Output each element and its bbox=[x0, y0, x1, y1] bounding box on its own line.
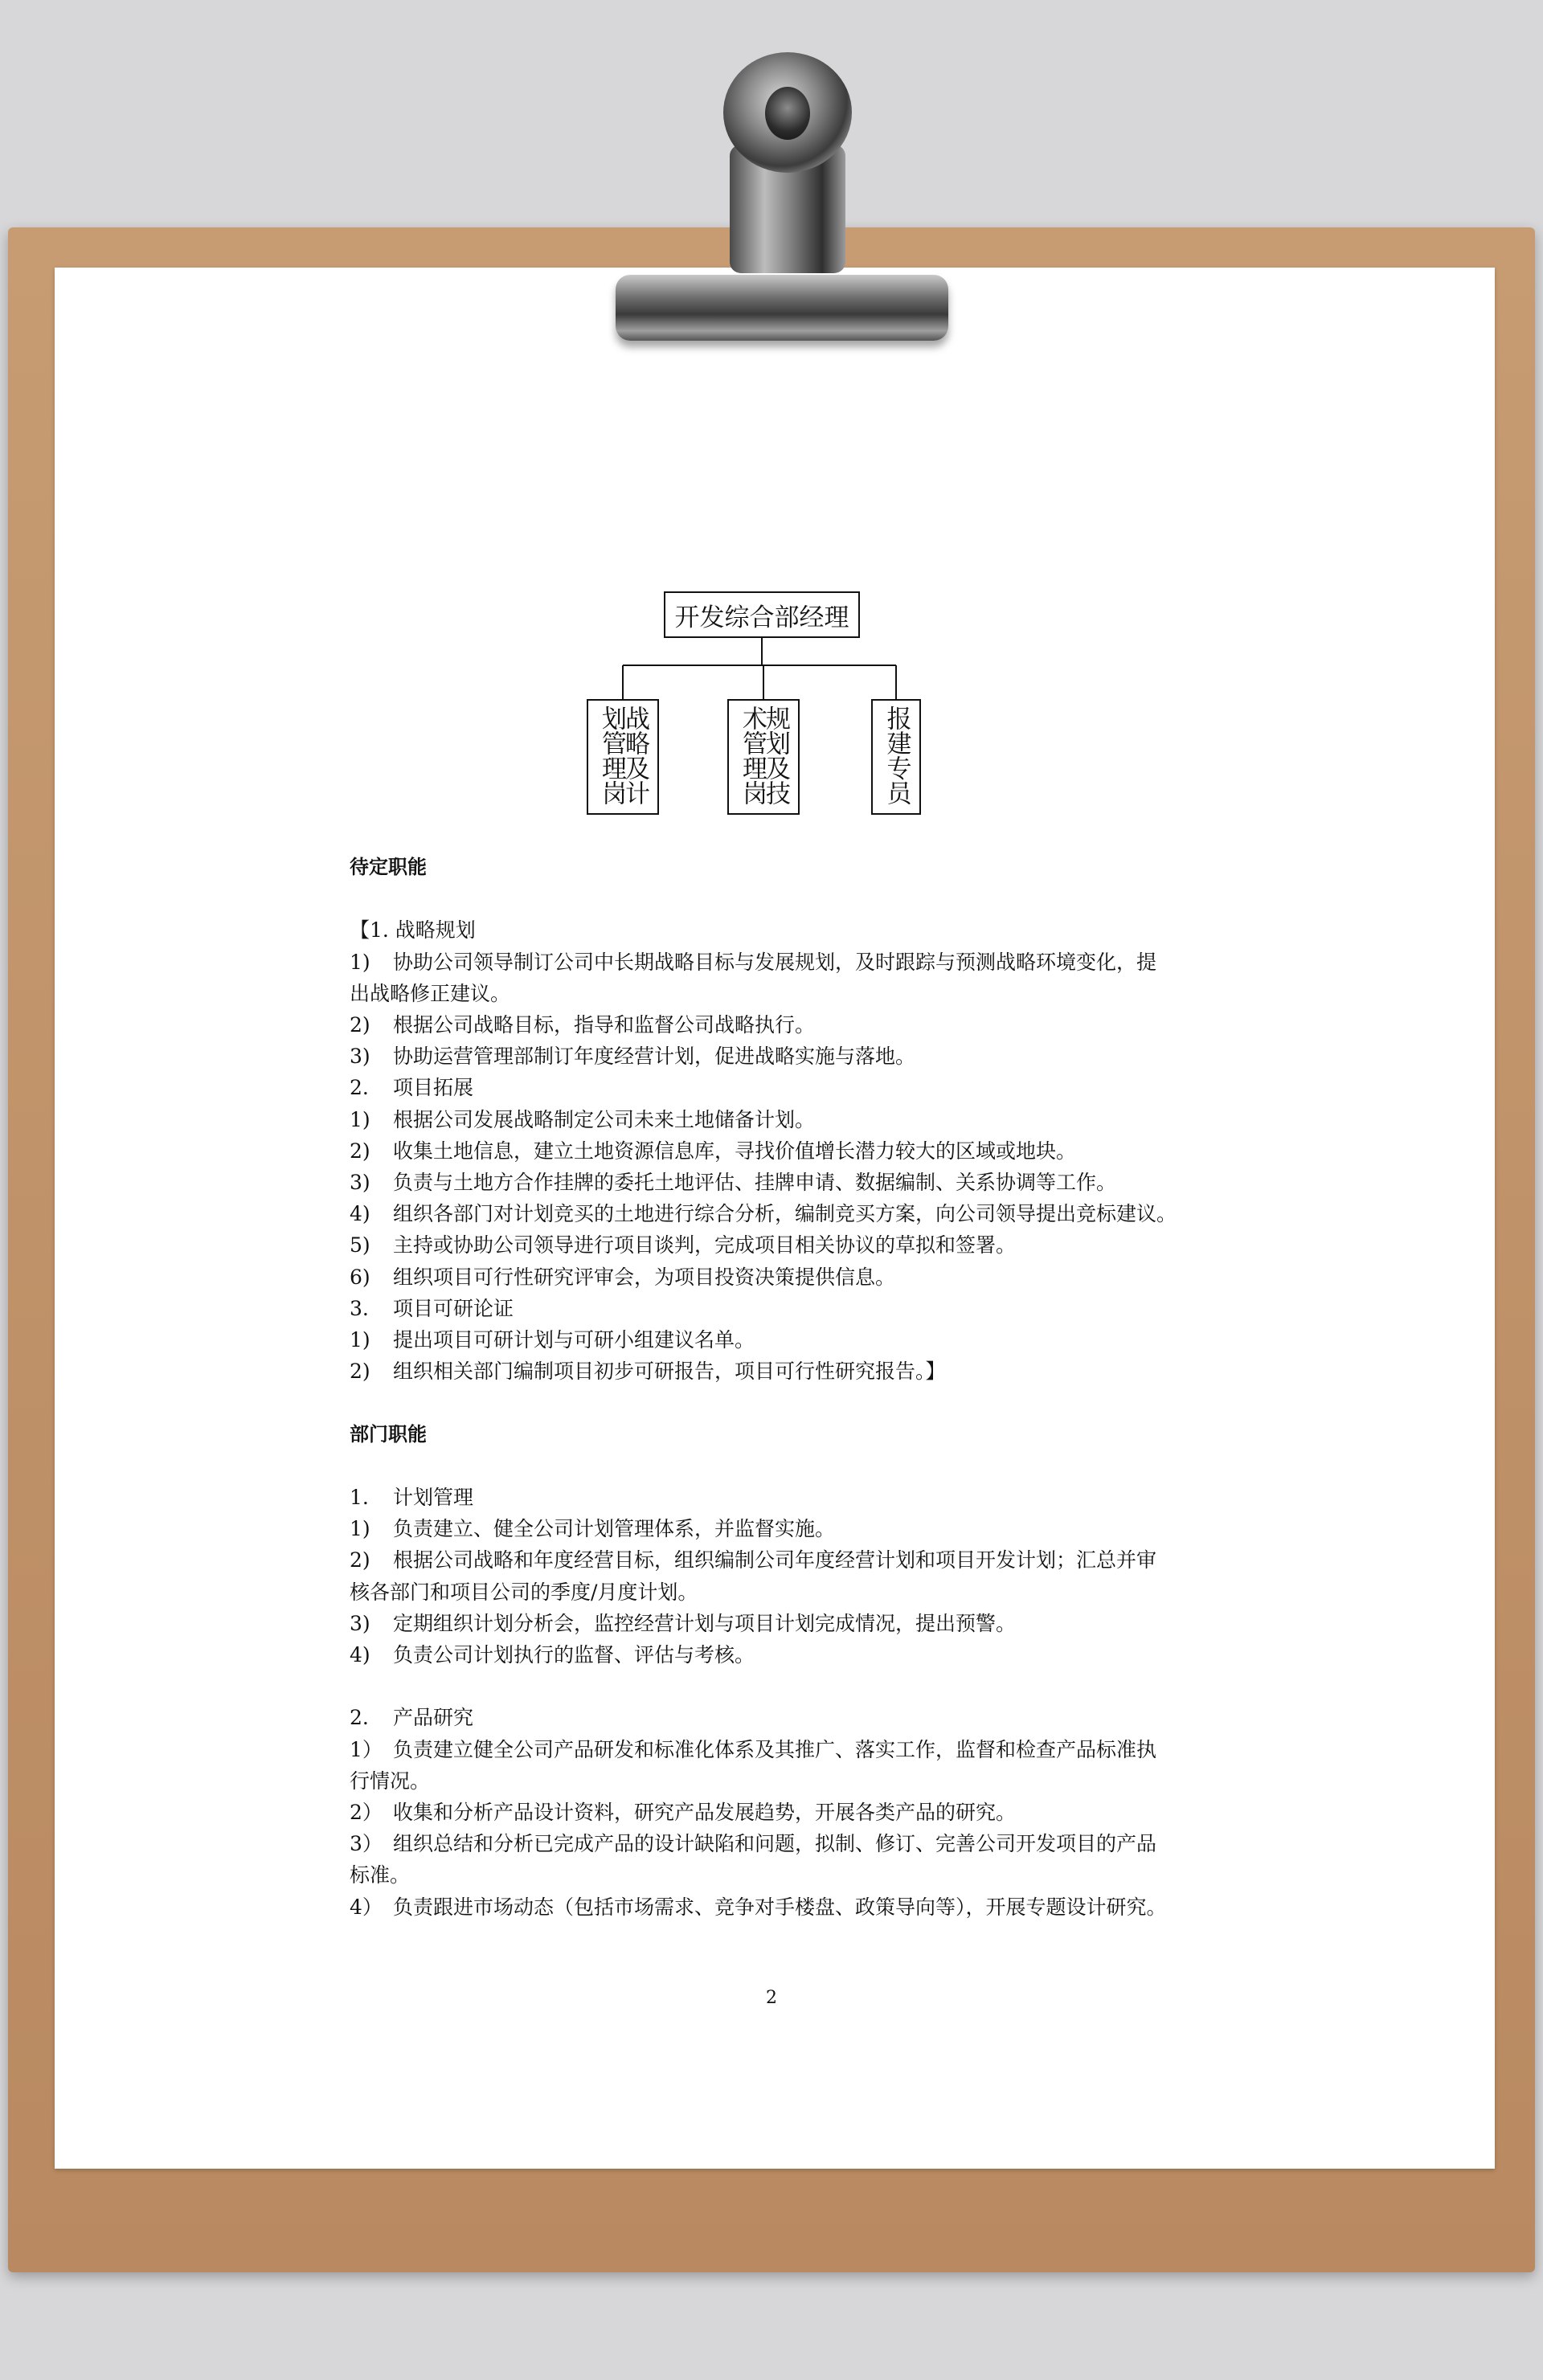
list-item bbox=[350, 914, 1201, 946]
list-item bbox=[350, 978, 1201, 1009]
item-text: 核各部门和项目公司的季度/月度计划。 bbox=[350, 1580, 698, 1604]
list-item bbox=[350, 1356, 1201, 1387]
org-child-label: 规划及技术管理岗 bbox=[738, 705, 790, 805]
item-text: 负责与土地方合作挂牌的委托土地评估、挂牌申请、数据编制、关系协调等工作。 bbox=[393, 1171, 1117, 1195]
item-number: 1) bbox=[350, 950, 370, 974]
org-chart bbox=[563, 579, 980, 820]
item-number: 3) bbox=[350, 1611, 370, 1635]
item-text: 负责跟进市场动态（包括市场需求、竞争对手楼盘、政策导向等），开展专题设计研究。 bbox=[393, 1895, 1167, 1919]
list-item bbox=[350, 1639, 1201, 1670]
list-item bbox=[350, 1009, 1201, 1041]
item-number: 1) bbox=[350, 1517, 370, 1541]
item-text: 根据公司战略和年度经营目标，组织编制公司年度经营计划和项目开发计划；汇总并审 bbox=[393, 1548, 1157, 1572]
list-item bbox=[350, 1828, 1201, 1859]
item-text: 组织总结和分析已完成产品的设计缺陷和问题，拟制、修订、完善公司开发项目的产品 bbox=[393, 1832, 1157, 1856]
section-heading-pending: 待定职能 bbox=[350, 856, 427, 878]
item-number: 2) bbox=[350, 1360, 370, 1384]
item-number: 3) bbox=[350, 1045, 370, 1069]
item-text: 负责公司计划执行的监督、评估与考核。 bbox=[393, 1643, 755, 1667]
list-item bbox=[350, 1262, 1201, 1293]
org-root-box bbox=[664, 591, 860, 638]
list-item bbox=[350, 1104, 1201, 1135]
binder-clip-icon bbox=[579, 48, 948, 354]
item-number: 4） bbox=[350, 1895, 383, 1919]
list-item bbox=[350, 1229, 1201, 1261]
item-text: 组织相关部门编制项目初步可研报告，项目可行性研究报告。】 bbox=[393, 1360, 946, 1384]
item-text: 负责建立健全公司产品研发和标准化体系及其推广、落实工作，监督和检查产品标准执 bbox=[393, 1737, 1157, 1761]
item-text: 提出项目可研计划与可研小组建议名单。 bbox=[393, 1328, 755, 1352]
item-text: 主持或协助公司领导进行项目谈判，完成项目相关协议的草拟和签署。 bbox=[393, 1233, 1017, 1257]
item-text: 定期组织计划分析会，监控经营计划与项目计划完成情况，提出预警。 bbox=[393, 1611, 1017, 1635]
item-text: 行情况。 bbox=[350, 1769, 431, 1793]
item-number: 2. bbox=[350, 1076, 369, 1100]
list-item bbox=[350, 1041, 1201, 1072]
list-item bbox=[350, 1702, 1201, 1733]
list-item bbox=[350, 1576, 1201, 1608]
item-text: 根据公司战略目标，指导和监督公司战略执行。 bbox=[393, 1013, 816, 1037]
org-root-label: 开发综合部经理 bbox=[674, 603, 849, 632]
list-item bbox=[350, 1891, 1201, 1923]
item-number: 4) bbox=[350, 1643, 370, 1667]
item-number: 2) bbox=[350, 1548, 370, 1572]
item-text: 项目可研论证 bbox=[393, 1296, 514, 1320]
section-heading-department: 部门职能 bbox=[350, 1422, 427, 1446]
item-number: 4) bbox=[350, 1202, 370, 1226]
list-item bbox=[350, 1797, 1201, 1828]
document-body bbox=[350, 852, 1201, 1923]
item-text: 出战略修正建议。 bbox=[350, 981, 511, 1005]
list-item bbox=[350, 1765, 1201, 1797]
list-item bbox=[350, 947, 1201, 978]
item-number: 6) bbox=[350, 1265, 370, 1289]
item-number: 3. bbox=[350, 1296, 369, 1320]
item-text: 组织各部门对计划竞买的土地进行综合分析，编制竞买方案，向公司领导提出竞标建议。 bbox=[393, 1202, 1177, 1226]
list-item bbox=[350, 1293, 1201, 1324]
list-item bbox=[350, 1324, 1201, 1356]
item-number: 3） bbox=[350, 1832, 383, 1856]
item-number: 2) bbox=[350, 1013, 370, 1037]
item-number: 1) bbox=[350, 1107, 370, 1131]
org-child-label: 战略及计划管理岗 bbox=[597, 705, 649, 805]
item-text: 计划管理 bbox=[393, 1486, 474, 1510]
item-text: 收集土地信息，建立土地资源信息库，寻找价值增长潜力较大的区域或地块。 bbox=[393, 1139, 1077, 1163]
item-text: 负责建立、健全公司计划管理体系，并监督实施。 bbox=[393, 1517, 836, 1541]
item-number: 2. bbox=[350, 1706, 369, 1730]
item-number: 1. bbox=[350, 1486, 369, 1510]
item-text: 组织项目可行性研究评审会，为项目投资决策提供信息。 bbox=[393, 1265, 896, 1289]
list-item bbox=[350, 1482, 1201, 1513]
item-text: 产品研究 bbox=[393, 1706, 474, 1730]
org-child-permit bbox=[871, 699, 921, 815]
item-number: 1) bbox=[350, 1328, 370, 1352]
item-text: 协助公司领导制订公司中长期战略目标与发展规划，及时跟踪与预测战略环境变化，提 bbox=[393, 950, 1157, 974]
item-text: 项目拓展 bbox=[393, 1076, 474, 1100]
dept-duties-product-list bbox=[350, 1702, 1201, 1922]
org-child-planning bbox=[727, 699, 800, 815]
list-item bbox=[350, 1167, 1201, 1198]
org-child-label: 报建专员 bbox=[882, 705, 911, 805]
item-text: 协助运营管理部制订年度经营计划，促进战略实施与落地。 bbox=[393, 1045, 916, 1069]
item-number: 3) bbox=[350, 1171, 370, 1195]
list-item bbox=[350, 1135, 1201, 1167]
item-number: 5) bbox=[350, 1233, 370, 1257]
list-item bbox=[350, 1513, 1201, 1544]
item-number: 1） bbox=[350, 1737, 383, 1761]
list-item bbox=[350, 1734, 1201, 1765]
list-item bbox=[350, 1608, 1201, 1639]
item-text: 标准。 bbox=[350, 1863, 411, 1887]
item-text: 收集和分析产品设计资料，研究产品发展趋势，开展各类产品的研究。 bbox=[393, 1801, 1017, 1825]
item-number: 2） bbox=[350, 1801, 383, 1825]
item-text: 【1. 战略规划 bbox=[350, 918, 476, 943]
pending-duties-list bbox=[350, 914, 1201, 1387]
page-number: 2 bbox=[766, 1988, 777, 2008]
item-number: 2) bbox=[350, 1139, 370, 1163]
org-child-strategy bbox=[587, 699, 659, 815]
dept-duties-planning-list bbox=[350, 1482, 1201, 1670]
item-text: 根据公司发展战略制定公司未来土地储备计划。 bbox=[393, 1107, 816, 1131]
list-item bbox=[350, 1544, 1201, 1576]
list-item bbox=[350, 1072, 1201, 1103]
list-item bbox=[350, 1198, 1201, 1229]
list-item bbox=[350, 1859, 1201, 1891]
